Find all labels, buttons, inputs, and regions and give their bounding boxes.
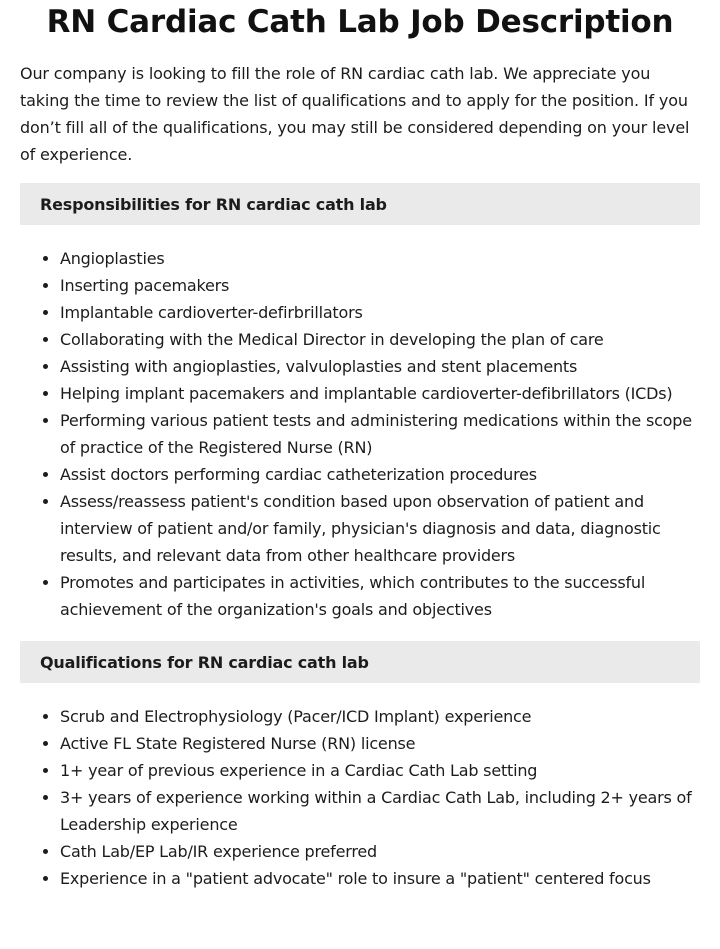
list-item: • Experience in a "patient advocate" role to insure a "patient" centered focus (60, 865, 700, 892)
list-item: • Helping implant pacemakers and implantable cardioverter-defibrillators (ICDs) (60, 380, 700, 407)
responsibilities-list (20, 245, 700, 623)
list-item: • Implantable cardioverter-defirbrillators (60, 299, 700, 326)
list-item: • Assess/reassess patient's condition based upon observation of patient and interview of patient and/or family, physician's diagnosis and data, diagnostic results, and relevant data from other healthcare providers (60, 488, 700, 569)
qualifications-heading: Qualifications for RN cardiac cath lab (40, 652, 369, 672)
list-item: • 1+ year of previous experience in a Cardiac Cath Lab setting (60, 757, 700, 784)
list-item: • Cath Lab/EP Lab/IR experience preferred (60, 838, 700, 865)
list-item: • Inserting pacemakers (60, 272, 700, 299)
list-item: • 3+ years of experience working within a Cardiac Cath Lab, including 2+ years of Leadership experience (60, 784, 700, 838)
qualifications-header (20, 641, 700, 683)
intro-paragraph: Our company is looking to fill the role of RN cardiac cath lab. We appreciate you taking the time to review the list of qualifications and to apply for the position. If you don’t fill all of the qualifications, you may still be considered depending on your level of experience. (20, 64, 690, 164)
list-item: • Assist doctors performing cardiac catheterization procedures (60, 461, 700, 488)
list-item: • Collaborating with the Medical Director in developing the plan of care (60, 326, 700, 353)
list-item: • Performing various patient tests and administering medications within the scope of practice of the Registered Nurse (RN) (60, 407, 700, 461)
list-item: • Assisting with angioplasties, valvuloplasties and stent placements (60, 353, 700, 380)
list-item: • Scrub and Electrophysiology (Pacer/ICD Implant) experience (60, 703, 700, 730)
list-item: • Active FL State Registered Nurse (RN) license (60, 730, 700, 757)
list-item: • Promotes and participates in activities, which contributes to the successful achievement of the organization's goals and objectives (60, 569, 700, 623)
responsibilities-header (20, 183, 700, 225)
list-item: • Angioplasties (60, 245, 700, 272)
qualifications-list (20, 703, 700, 892)
page-title: RN Cardiac Cath Lab Job Description (46, 4, 674, 40)
responsibilities-heading: Responsibilities for RN cardiac cath lab (40, 194, 387, 214)
